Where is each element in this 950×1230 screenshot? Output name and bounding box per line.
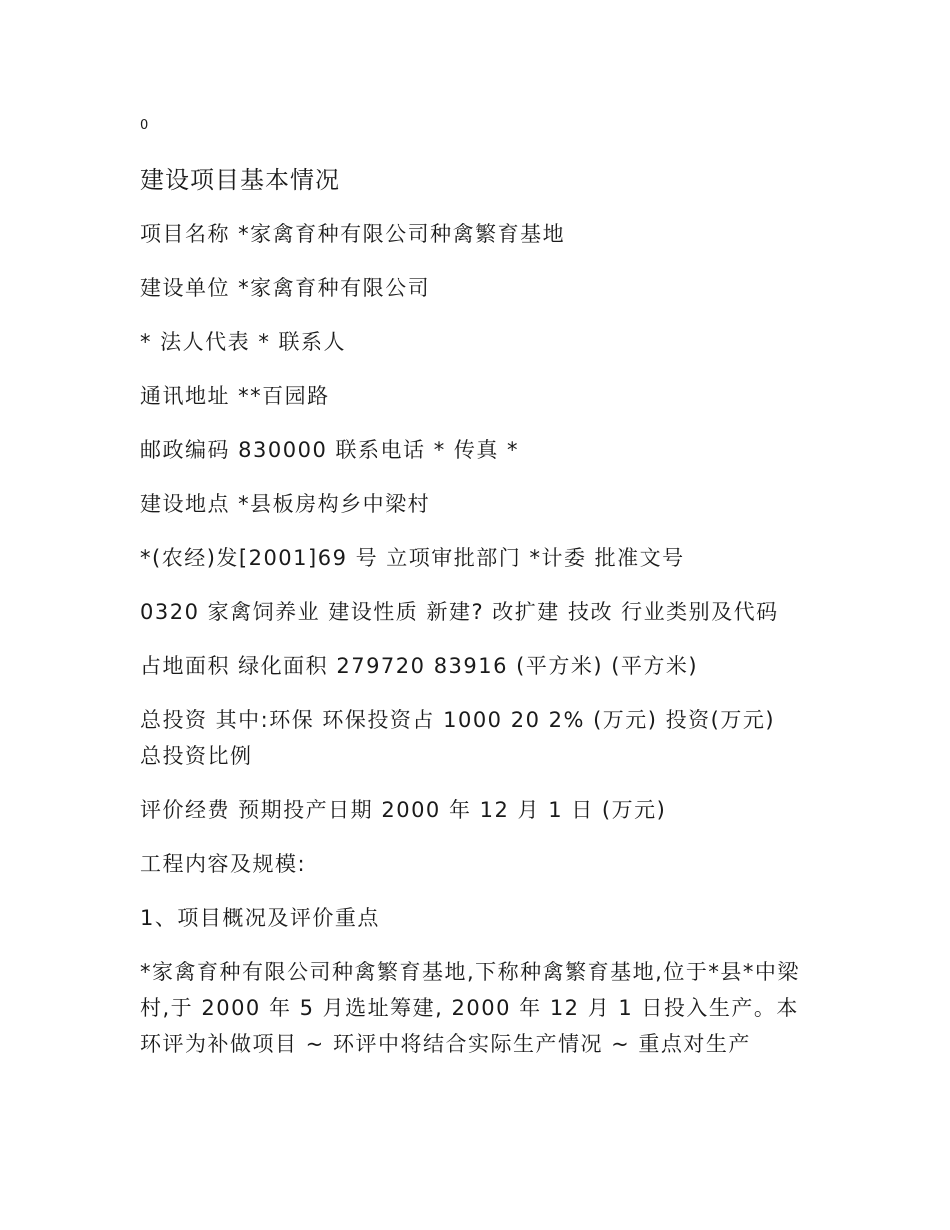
land-area-line: 占地面积 绿化面积 279720 83916 (平方米) (平方米) — [140, 654, 699, 678]
evaluation-fee-line: 评价经费 预期投产日期 2000 年 12 月 1 日 (万元) — [140, 798, 667, 822]
construction-site-line: 建设地点 *县板房构乡中梁村 — [140, 492, 431, 516]
construction-unit-line: 建设单位 *家禽育种有限公司 — [140, 276, 431, 300]
overview-paragraph: *家禽育种有限公司种禽繁育基地,下称种禽繁育基地,位于*县*中梁村,于 2000 年 5 月选址筹建, 2000 年 12 月 1 日投入生产。本环评为补做项目 ~ 环评中将结合实际生产情况 ~ 重点对生产 — [140, 960, 800, 1056]
section-heading: 建设项目基本情况 — [140, 166, 340, 194]
project-content-heading: 工程内容及规模: — [140, 852, 307, 876]
industry-category-line: 0320 家禽饲养业 建设性质 新建? 改扩建 技改 行业类别及代码 — [140, 600, 779, 624]
approval-line: *(农经)发[2001]69 号 立项审批部门 *计委 批准文号 — [140, 546, 685, 570]
legal-representative-line: * 法人代表 * 联系人 — [140, 330, 347, 354]
total-investment-line: 总投资 其中:环保 环保投资占 1000 20 2% (万元) 投资(万元) 总投资比例 — [140, 708, 776, 768]
page-number: 0 — [140, 118, 149, 133]
postal-code-line: 邮政编码 830000 联系电话 * 传真 * — [140, 438, 520, 462]
project-name-line: 项目名称 *家禽育种有限公司种禽繁育基地 — [140, 222, 566, 246]
document-body — [140, 162, 805, 1062]
overview-subheading: 1、项目概况及评价重点 — [140, 906, 380, 930]
mailing-address-line: 通讯地址 **百园路 — [140, 384, 330, 408]
